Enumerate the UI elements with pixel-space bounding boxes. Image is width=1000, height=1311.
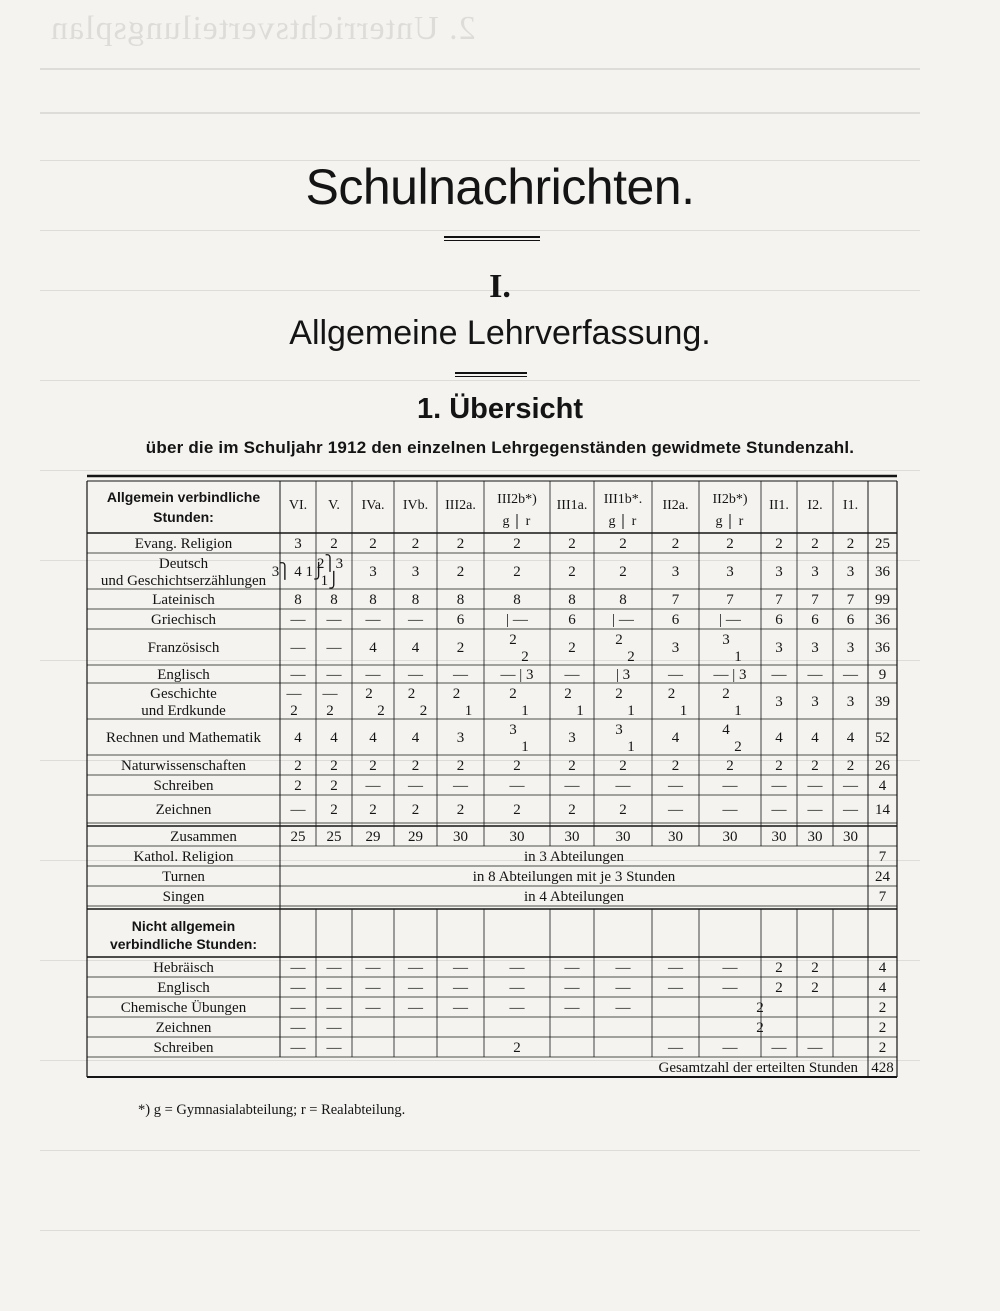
table-cell: —: [453, 778, 468, 794]
optional-cell: —: [408, 1000, 423, 1016]
table-cell: 1: [521, 739, 529, 755]
table-cell: 2: [456, 564, 465, 580]
table-cell: | —: [719, 612, 741, 628]
table-cell: 6: [456, 612, 465, 628]
table-cell: —: [453, 667, 468, 683]
table-cell: 3: [369, 564, 377, 580]
table-cell: 1: [576, 703, 584, 719]
sum-cell: 29: [408, 829, 423, 845]
table-cell: 4: [811, 730, 819, 746]
optional-cell: 2: [811, 960, 819, 976]
table-cell: 1: [627, 703, 635, 719]
bleed-through-background: 2. Unterrichtsverteilungsplan: [0, 0, 1000, 1311]
table-cell: 2: [734, 739, 742, 755]
table-cell: 2: [419, 703, 428, 719]
table-cell: —: [290, 640, 306, 656]
optional-cell: —: [290, 1020, 306, 1036]
row-total: 14: [875, 802, 890, 818]
table-cell: 3: [671, 564, 680, 580]
grand-total-label: Gesamtzahl der erteilten Stunden: [658, 1060, 858, 1076]
row-label: Evang. Religion: [134, 536, 233, 552]
table-cell: 2: [365, 686, 373, 702]
span-row-text: in 8 Abteilungen mit je 3 Stunden: [472, 869, 676, 885]
table-cell: 3: [509, 722, 517, 738]
table-cell: 4: [775, 730, 783, 746]
optional-cell: —: [564, 980, 580, 996]
optional-row-label: Chemische Übungen: [120, 1000, 247, 1016]
table-cell: 3: [846, 640, 855, 656]
table-cell: 2: [369, 758, 377, 774]
table-cell: 4: [411, 640, 420, 656]
optional-cell: —: [453, 980, 468, 996]
table-cell: 7: [671, 592, 680, 608]
optional-cell: —: [564, 1000, 580, 1016]
table-cell: 2: [326, 703, 334, 719]
sum-cell: 30: [615, 829, 631, 845]
table-cell: 3: [846, 694, 855, 710]
optional-cell: —: [326, 1040, 342, 1056]
table-cell: 2: [667, 686, 676, 702]
table-cell: —: [722, 802, 738, 818]
column-header-9: II2b*): [712, 492, 748, 507]
table-cell: 2: [456, 802, 465, 818]
optional-cell: —: [290, 1040, 306, 1056]
optional-cell: —: [326, 1000, 342, 1016]
table-cell: | 3: [615, 667, 631, 683]
table-cell: — | 3: [500, 667, 534, 683]
sum-cell: 29: [365, 829, 381, 845]
table-cell: 3: [411, 564, 420, 580]
column-header-4: III2a.: [445, 498, 476, 513]
optional-cell: 2: [775, 980, 783, 996]
table-cell: 3: [811, 564, 819, 580]
table-cell: 2: [513, 564, 521, 580]
table-cell: 4: [330, 730, 338, 746]
table-cell: 7: [846, 592, 855, 608]
table-cell: | —: [506, 612, 528, 628]
optional-cell: —: [509, 960, 525, 976]
table-cell: 2: [330, 758, 338, 774]
table-cell: 3⎫ 4 1⎭: [271, 564, 325, 580]
table-cell: 6: [811, 612, 819, 628]
optional-cell: —: [408, 980, 423, 996]
table-cell: 6: [671, 612, 680, 628]
span-row-label: Kathol. Religion: [133, 849, 234, 865]
table-cell: —: [771, 802, 787, 818]
table-cell: 1: [734, 703, 742, 719]
table-cell: —: [509, 778, 525, 794]
optional-cell: —: [365, 960, 381, 976]
optional-cell: 2: [513, 1040, 521, 1056]
optional-cell: —: [290, 980, 306, 996]
table-cell: | —: [612, 612, 634, 628]
table-cell: 3: [722, 632, 730, 648]
optional-cell: —: [326, 980, 342, 996]
table-cell: —: [564, 778, 580, 794]
span-row-label: Turnen: [162, 869, 205, 885]
row-total: 9: [878, 667, 887, 683]
optional-cell: 2: [811, 980, 819, 996]
row-label: Deutsch: [158, 556, 209, 572]
table-cell: 2: [846, 758, 855, 774]
table-cell: 1: [521, 703, 529, 719]
table-cell: 4: [411, 730, 420, 746]
row-total: 99: [875, 592, 890, 608]
table-cell: 2: [330, 536, 338, 552]
table-cell: —: [722, 778, 738, 794]
table-cell: 2: [290, 703, 298, 719]
table-cell: 1: [627, 739, 635, 755]
table-cell: 3: [615, 722, 623, 738]
table-cell: 2: [369, 536, 377, 552]
column-header-0: VI.: [288, 498, 308, 513]
table-cell: 2: [330, 802, 338, 818]
optional-cell: 2: [756, 1000, 764, 1016]
row-label: Lateinisch: [152, 592, 215, 608]
subsection-title: 1. Übersicht: [417, 393, 583, 425]
table-cell: —: [615, 778, 631, 794]
table-cell: — | 3: [713, 667, 747, 683]
table-cell: 4: [846, 730, 855, 746]
column-header-8: II2a.: [662, 498, 689, 513]
optional-cell: —: [290, 1000, 306, 1016]
table-cell: 2: [775, 758, 783, 774]
table-cell: 2: [509, 632, 517, 648]
table-cell: 2: [619, 536, 627, 552]
table-cell: —: [807, 778, 823, 794]
optional-row-label: Zeichnen: [155, 1020, 212, 1036]
table-cell: 2: [619, 564, 627, 580]
column-header-12: I1.: [842, 498, 859, 513]
table-cell: 2: [369, 802, 377, 818]
table-cell: 2⎫3: [316, 556, 344, 572]
optional-cell: —: [509, 980, 525, 996]
column-sub-g: g: [502, 514, 510, 529]
row-label: Französisch: [147, 640, 220, 656]
table-cell: 1: [679, 703, 688, 719]
row-total: 4: [878, 778, 887, 794]
column-sub-r: r: [738, 514, 744, 529]
row-label: und Erdkunde: [141, 703, 226, 719]
table-cell: 8: [619, 592, 627, 608]
sum-cell: 25: [290, 829, 306, 845]
grand-total: 428: [871, 1060, 894, 1076]
optional-total: 2: [878, 1000, 887, 1016]
row-label: Schreiben: [153, 778, 214, 794]
table-cell: 1: [734, 649, 742, 665]
table-cell: 3: [775, 564, 783, 580]
table-cell: 3: [811, 640, 819, 656]
table-cell: 7: [775, 592, 783, 608]
optional-total: 4: [878, 980, 887, 996]
sum-label: Zusammen: [170, 829, 237, 845]
table-cell: —: [290, 802, 306, 818]
table-cell: 2: [568, 802, 576, 818]
table-cell: 2: [330, 778, 338, 794]
optional-cell: —: [564, 960, 580, 976]
table-cell: —: [843, 778, 858, 794]
optional-cell: 2: [775, 960, 783, 976]
table-cell: —: [668, 667, 683, 683]
sum-cell: 30: [807, 829, 823, 845]
column-header-10: II1.: [769, 498, 789, 513]
table-cell: 2: [564, 686, 572, 702]
optional-header-label: verbindliche Stunden:: [109, 936, 258, 952]
table-cell: 2: [452, 686, 461, 702]
table-cell: 2: [615, 632, 623, 648]
table-cell: —: [807, 667, 823, 683]
span-row-text: in 3 Abteilungen: [524, 849, 624, 865]
row-total: 36: [875, 564, 890, 580]
column-header-5: III2b*): [497, 492, 537, 507]
optional-cell: —: [615, 980, 631, 996]
optional-cell: —: [453, 960, 468, 976]
span-row-label: Singen: [162, 889, 205, 905]
table-cell: 2: [671, 536, 680, 552]
table-cell: —: [807, 802, 823, 818]
table-cell: 1: [464, 703, 473, 719]
table-cell: 4: [369, 730, 377, 746]
sum-cell: 30: [509, 829, 525, 845]
table-cell: 2: [726, 758, 734, 774]
optional-total: 2: [878, 1040, 887, 1056]
page-title: Schulnachrichten.: [305, 159, 695, 215]
table-cell: 2: [726, 536, 734, 552]
optional-header-label: Nicht allgemein: [131, 918, 236, 934]
table-cell: —: [365, 667, 381, 683]
table-cell: 4: [369, 640, 377, 656]
table-cell: 3: [456, 730, 465, 746]
table-cell: 2: [411, 758, 420, 774]
table-cell: 8: [330, 592, 338, 608]
table-cell: 2: [811, 536, 819, 552]
optional-row-label: Englisch: [157, 980, 210, 996]
table-cell: 8: [513, 592, 521, 608]
column-sub-g: g: [715, 514, 723, 529]
table-cell: 2: [846, 536, 855, 552]
column-header-7: III1b*.: [603, 492, 643, 507]
table-cell: —: [843, 802, 858, 818]
row-label: und Geschichtserzählungen: [100, 573, 267, 589]
sum-cell: 30: [668, 829, 683, 845]
table-cell: 2: [568, 564, 576, 580]
table-cell: 8: [568, 592, 576, 608]
section-number: I.: [489, 268, 511, 305]
optional-total: 4: [878, 960, 887, 976]
table-cell: 2: [615, 686, 623, 702]
header-label: Stunden:: [153, 509, 214, 525]
span-row-text: in 4 Abteilungen: [524, 889, 624, 905]
table-cell: 3: [568, 730, 576, 746]
table-cell: 2: [671, 758, 680, 774]
table-cell: 8: [411, 592, 420, 608]
sum-cell: 30: [564, 829, 580, 845]
table-cell: 7: [726, 592, 734, 608]
header-label: Allgemein verbindliche: [106, 489, 261, 505]
span-row-total: 7: [878, 849, 887, 865]
table-cell: 7: [811, 592, 819, 608]
optional-total: 2: [878, 1020, 887, 1036]
table-cell: 2: [568, 536, 576, 552]
table-cell: 2: [509, 686, 517, 702]
optional-row-label: Schreiben: [153, 1040, 214, 1056]
table-cell: 3: [811, 694, 819, 710]
table-cell: —: [771, 667, 787, 683]
row-label: Rechnen und Mathematik: [106, 730, 261, 746]
table-cell: —: [286, 686, 302, 702]
table-cell: 2: [521, 649, 529, 665]
table-cell: 6: [846, 612, 855, 628]
table-cell: —: [408, 667, 423, 683]
table-cell: 2: [294, 778, 302, 794]
optional-cell: —: [453, 1000, 468, 1016]
table-cell: —: [326, 612, 342, 628]
section-title: Allgemeine Lehrverfassung.: [289, 314, 711, 352]
table-cell: 2: [513, 758, 521, 774]
table-cell: 1⎭: [320, 573, 340, 589]
table-cell: —: [408, 612, 423, 628]
optional-cell: —: [615, 1000, 631, 1016]
table-cell: —: [290, 667, 306, 683]
table-cell: 2: [811, 758, 819, 774]
table-cell: —: [771, 778, 787, 794]
table-cell: —: [322, 686, 338, 702]
optional-cell: —: [326, 1020, 342, 1036]
column-sub-r: r: [631, 514, 637, 529]
table-cell: 2: [619, 758, 627, 774]
optional-cell: —: [365, 980, 381, 996]
table-cell: —: [290, 612, 306, 628]
optional-cell: 2: [756, 1020, 764, 1036]
table-cell: 4: [722, 722, 730, 738]
sum-cell: 30: [453, 829, 468, 845]
optional-cell: —: [722, 1040, 738, 1056]
row-label: Naturwissenschaften: [121, 758, 246, 774]
table-cell: 8: [456, 592, 465, 608]
table-cell: 3: [846, 564, 855, 580]
optional-cell: —: [668, 960, 683, 976]
optional-cell: —: [722, 960, 738, 976]
optional-cell: —: [668, 1040, 683, 1056]
table-cell: 2: [456, 536, 465, 552]
sum-cell: 30: [722, 829, 738, 845]
table-cell: 2: [568, 640, 576, 656]
row-label: Englisch: [157, 667, 210, 683]
table-cell: —: [843, 667, 858, 683]
table-cell: 2: [513, 802, 521, 818]
table-cell: 2: [619, 802, 627, 818]
optional-cell: —: [615, 960, 631, 976]
table-cell: 2: [722, 686, 730, 702]
table-cell: 4: [294, 730, 302, 746]
row-total: 36: [875, 640, 890, 656]
subsection-subtitle: über die im Schuljahr 1912 den einzelnen Lehrgegenständen gewidmete Stundenzahl.: [145, 438, 855, 457]
row-total: 36: [875, 612, 890, 628]
span-row-total: 7: [878, 889, 887, 905]
column-header-6: III1a.: [556, 498, 588, 513]
table-footnote: *) g = Gymnasialabteilung; r = Realabteilung.: [138, 1102, 406, 1118]
table-cell: —: [365, 612, 381, 628]
table-cell: 2: [411, 536, 420, 552]
table-cell: 3: [671, 640, 680, 656]
table-cell: —: [564, 667, 580, 683]
column-header-2: IVa.: [361, 498, 385, 513]
sum-cell: 25: [326, 829, 342, 845]
table-cell: 3: [775, 694, 783, 710]
optional-cell: —: [365, 1000, 381, 1016]
optional-cell: —: [807, 1040, 823, 1056]
table-cell: 4: [671, 730, 680, 746]
table-cell: —: [668, 778, 683, 794]
table-cell: 2: [411, 802, 420, 818]
table-cell: —: [408, 778, 423, 794]
row-total: 25: [875, 536, 890, 552]
column-sub-r: r: [525, 514, 531, 529]
row-total: 39: [875, 694, 890, 710]
table-cell: 3: [726, 564, 734, 580]
table-cell: —: [326, 640, 342, 656]
table-cell: 2: [627, 649, 635, 665]
table-cell: 2: [456, 758, 465, 774]
optional-row-label: Hebräisch: [153, 960, 214, 976]
optional-cell: —: [408, 960, 423, 976]
column-header-1: V.: [328, 498, 340, 513]
row-total: 52: [875, 730, 890, 746]
table-cell: 2: [294, 758, 302, 774]
table-cell: 8: [294, 592, 302, 608]
column-sub-g: g: [608, 514, 616, 529]
optional-cell: —: [771, 1040, 787, 1056]
table-cell: 2: [377, 703, 385, 719]
optional-cell: —: [326, 960, 342, 976]
column-header-3: IVb.: [402, 498, 429, 513]
table-cell: 2: [775, 536, 783, 552]
table-cell: 2: [568, 758, 576, 774]
table-cell: —: [326, 667, 342, 683]
table-cell: 2: [407, 686, 416, 702]
table-cell: 3: [294, 536, 302, 552]
table-cell: —: [668, 802, 683, 818]
row-total: 26: [875, 758, 890, 774]
optional-cell: —: [290, 960, 306, 976]
table-cell: 3: [775, 640, 783, 656]
table-cell: 8: [369, 592, 377, 608]
row-label: Geschichte: [150, 686, 217, 702]
optional-cell: —: [668, 980, 683, 996]
sum-cell: 30: [843, 829, 858, 845]
column-header-11: I2.: [807, 498, 823, 513]
table-cell: 6: [568, 612, 576, 628]
table-cell: 6: [775, 612, 783, 628]
optional-cell: —: [509, 1000, 525, 1016]
row-label: Zeichnen: [155, 802, 212, 818]
row-label: Griechisch: [151, 612, 216, 628]
table-cell: —: [365, 778, 381, 794]
table-cell: 2: [513, 536, 521, 552]
table-cell: 2: [456, 640, 465, 656]
optional-cell: —: [722, 980, 738, 996]
sum-cell: 30: [771, 829, 787, 845]
span-row-total: 24: [875, 869, 890, 885]
